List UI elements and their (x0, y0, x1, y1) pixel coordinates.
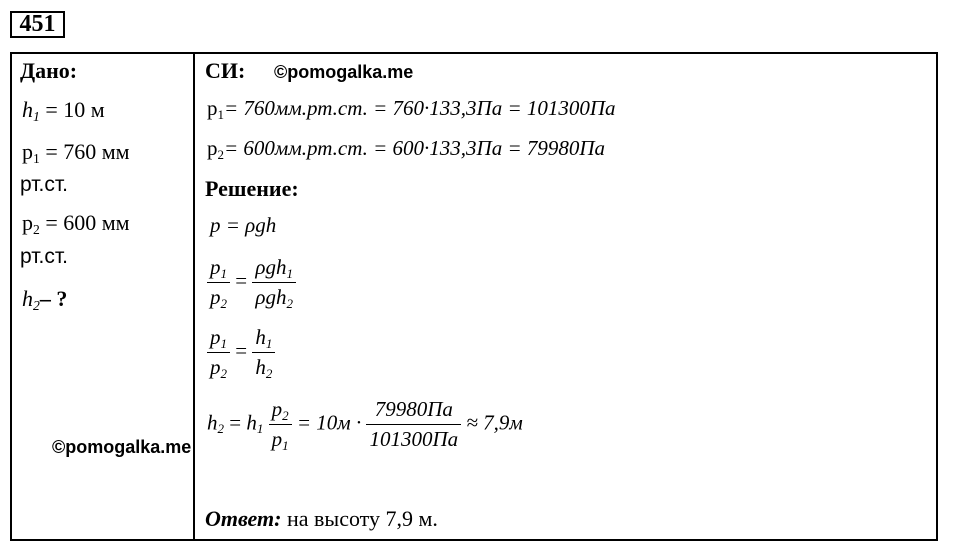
given-p2: $p_2 = 600$ мм (22, 210, 130, 238)
given-p2-unit: рт.ст. (20, 245, 68, 268)
given-unknown: $h_2-$ ? (22, 286, 68, 314)
watermark-left: ©pomogalka.me (52, 437, 192, 457)
watermark-top: ©pomogalka.me (274, 62, 414, 82)
problem-number: 451 (10, 11, 65, 38)
si-line-2: $p_2= 600мм.рт.ст$. = 600·133,3Па = 79980Па (207, 136, 606, 162)
ratio-equation-1: $\frac{p_1}{p_2}$ = $\frac{\rho gh_1}{\rho gh_2}$ (207, 255, 296, 310)
final-calculation: $h_2 = h_1$ $\frac{p_2}{p_1}$ = 10м · $\frac{79980Па}{101300Па}$ ≈ 7,9м (207, 397, 523, 453)
given-p1-unit: рт.ст. (20, 173, 68, 196)
column-divider (193, 52, 195, 541)
given-heading: Дано: (20, 58, 78, 83)
given-p1: $p_1 = 760$ мм (22, 139, 130, 167)
formula-pressure: p = ρgh (210, 213, 277, 237)
si-heading: СИ: (205, 58, 246, 83)
given-h1: $h_1 = 10$ м (22, 97, 105, 125)
solution-heading: Решение: (205, 176, 299, 201)
answer-line: Ответ: на высоту 7,9 м. (205, 506, 438, 531)
ratio-equation-2: $\frac{p_1}{p_2}$ = $\frac{h_1}{h_2}$ (207, 325, 275, 380)
si-line-1: $p_1= 760мм.рт.ст$. = 760·133,3Па = 101300Па (207, 96, 616, 122)
solution-table (10, 52, 938, 541)
